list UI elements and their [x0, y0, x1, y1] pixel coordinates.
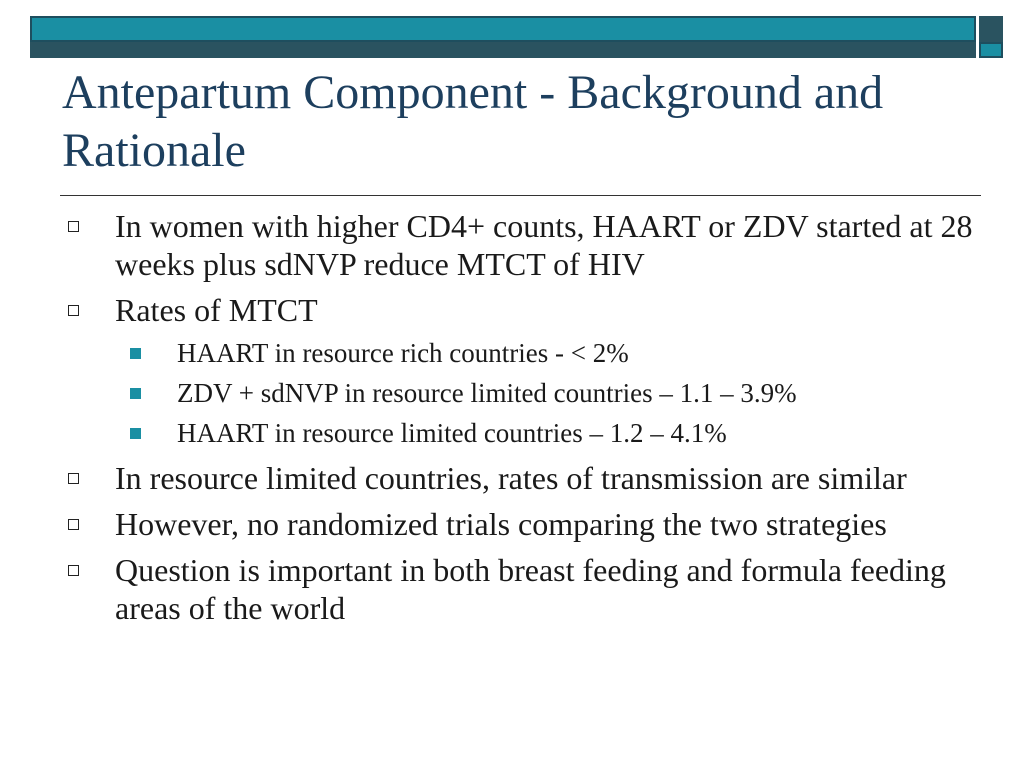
corner-accent-square: [979, 42, 1003, 58]
bullet-item: [60, 291, 980, 451]
title-divider: [60, 195, 981, 196]
bullet-text: Rates of MTCT: [115, 292, 318, 328]
sub-bullet-list: [115, 335, 980, 451]
hollow-square-bullet-icon: [68, 473, 79, 484]
bullet-item: [60, 505, 980, 543]
bullet-item: [60, 207, 980, 283]
hollow-square-bullet-icon: [68, 565, 79, 576]
bullet-text: In women with higher CD4+ counts, HAART or ZDV started at 28 weeks plus sdNVP reduce MTCT of HIV: [115, 208, 973, 282]
sub-bullet-text: HAART in resource rich countries - < 2%: [177, 338, 629, 368]
bullet-item: [60, 551, 980, 627]
bullet-text: In resource limited countries, rates of transmission are similar: [115, 460, 907, 496]
sub-bullet-text: ZDV + sdNVP in resource limited countries – 1.1 – 3.9%: [177, 378, 797, 408]
sub-bullet-item: [115, 375, 980, 411]
filled-square-bullet-icon: [130, 388, 141, 399]
sub-bullet-text: HAART in resource limited countries – 1.2 – 4.1%: [177, 418, 727, 448]
sub-bullet-item: [115, 415, 980, 451]
header-dark-bar: [30, 42, 976, 58]
filled-square-bullet-icon: [130, 428, 141, 439]
hollow-square-bullet-icon: [68, 221, 79, 232]
bullet-text: Question is important in both breast feeding and formula feeding areas of the world: [115, 552, 946, 626]
header-accent-bar: [30, 16, 976, 42]
slide-title: Antepartum Component - Background and Rationale: [62, 66, 884, 177]
bullet-item: [60, 459, 980, 497]
corner-dark-square: [979, 16, 1003, 42]
bullet-list: [60, 207, 980, 627]
sub-bullet-item: [115, 335, 980, 371]
filled-square-bullet-icon: [130, 348, 141, 359]
hollow-square-bullet-icon: [68, 305, 79, 316]
bullet-text: However, no randomized trials comparing the two strategies: [115, 506, 887, 542]
hollow-square-bullet-icon: [68, 519, 79, 530]
slide-body: [60, 207, 980, 635]
